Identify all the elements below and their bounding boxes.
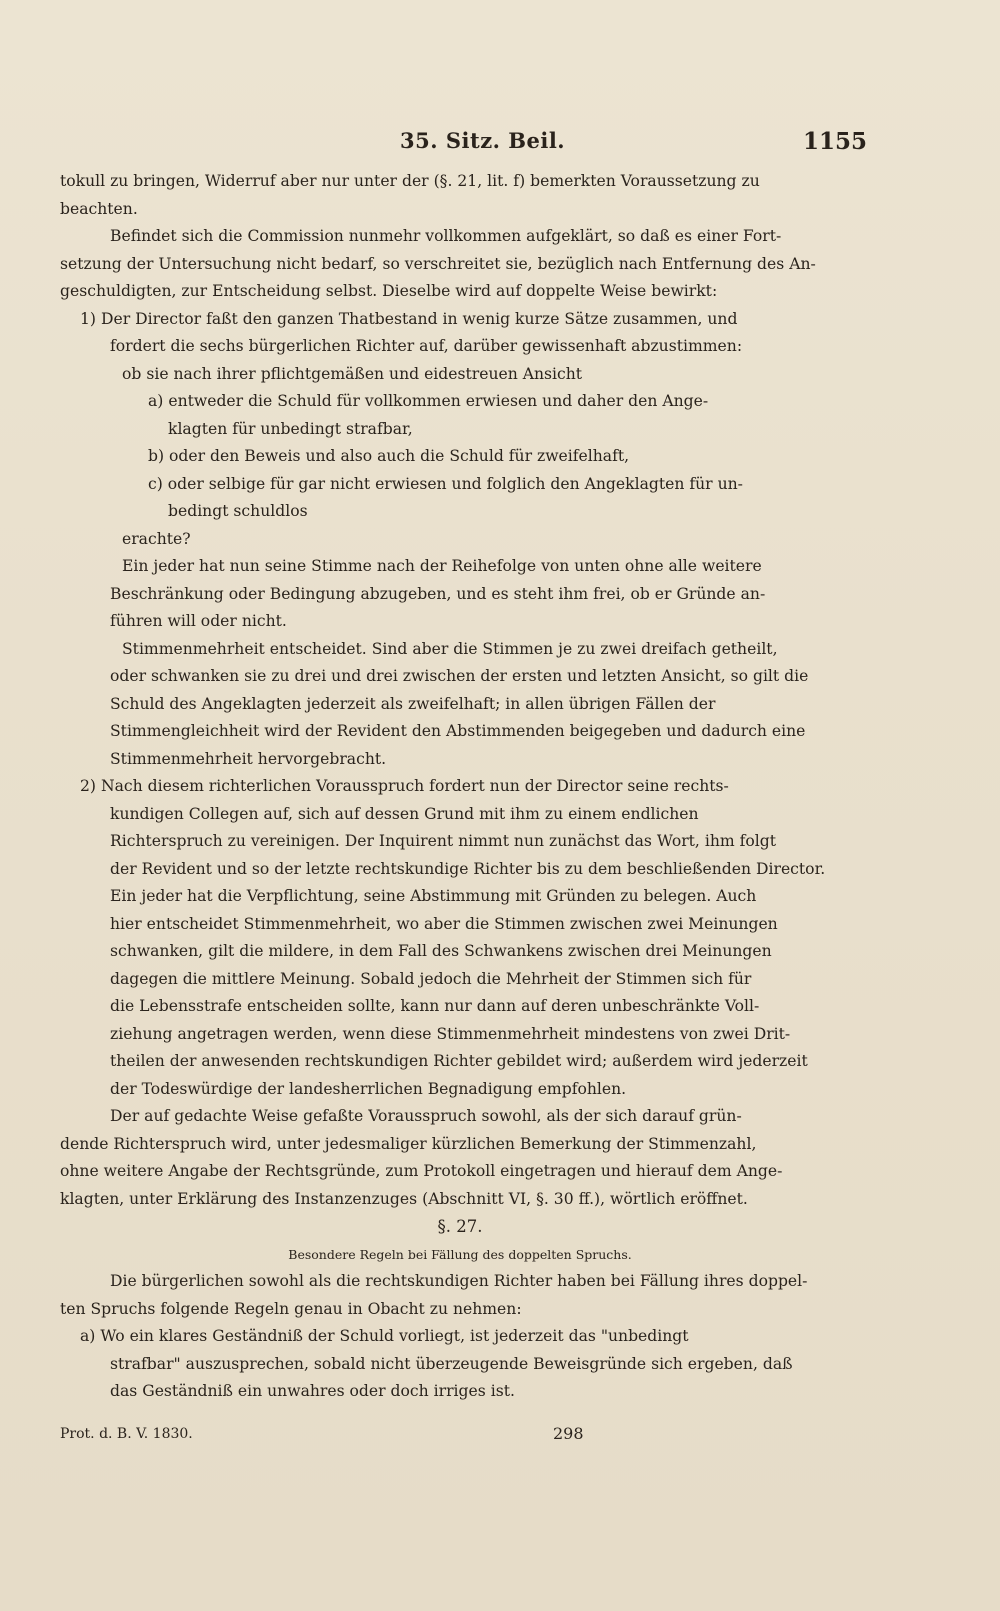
text-line: oder schwanken sie zu drei und drei zwischen der ersten und letzten Ansicht, so gilt die bbox=[110, 667, 809, 685]
text-line: führen will oder nicht. bbox=[110, 612, 287, 630]
text-line: dagegen die mittlere Meinung. Sobald jedoch die Mehrheit der Stimmen sich für bbox=[110, 969, 752, 988]
text-line: Stimmengleichheit wird der Revident den Abstimmenden beigegeben und dadurch eine bbox=[110, 722, 806, 740]
text-line: Der auf gedachte Weise gefaßte Vorausspruch sowohl, als der sich darauf grün- bbox=[110, 1107, 742, 1125]
list-item: b) oder den Beweis und also auch die Schuld für zweifelhaft, bbox=[148, 447, 630, 465]
text-line: theilen der anwesenden rechtskundigen Richter gebildet wird; außerdem wird jederzeit bbox=[110, 1052, 808, 1070]
text-line: tokull zu bringen, Widerruf aber nur unter der (§. 21, lit. f) bemerkten Voraussetzung zu bbox=[60, 172, 760, 190]
text-line: der Revident und so der letzte rechtskundige Richter bis zu dem beschließenden Director. bbox=[110, 859, 826, 878]
text-line: bedingt schuldlos bbox=[168, 502, 308, 520]
text-line: Richterspruch zu vereinigen. Der Inquirent nimmt nun zunächst das Wort, ihm folgt bbox=[110, 832, 777, 850]
text-line: hier entscheidet Stimmenmehrheit, wo aber die Stimmen zwischen zwei Meinungen bbox=[110, 914, 778, 933]
text-line: das Geständniß ein unwahres oder doch irriges ist. bbox=[110, 1382, 515, 1400]
text-line: ob sie nach ihrer pflichtgemäßen und eidestreuen Ansicht bbox=[122, 364, 583, 383]
text-line: ziehung angetragen werden, wenn diese Stimmenmehrheit mindestens von zwei Drit- bbox=[110, 1024, 791, 1043]
text-line: die Lebensstrafe entscheiden sollte, kann nur dann auf deren unbeschränkte Voll- bbox=[110, 997, 760, 1015]
section-subtitle: Besondere Regeln bei Fällung des doppelten Spruchs. bbox=[288, 1246, 632, 1262]
body-text bbox=[60, 168, 860, 1406]
text-line: Stimmenmehrheit hervorgebracht. bbox=[110, 749, 387, 768]
list-item: a) Wo ein klares Geständniß der Schuld vorliegt, ist jederzeit das "unbedingt bbox=[80, 1327, 689, 1345]
page-footer bbox=[60, 1426, 860, 1450]
text-line: geschuldigten, zur Entscheidung selbst. Dieselbe wird auf doppelte Weise bewirkt: bbox=[60, 282, 718, 300]
list-item: 2) Nach diesem richterlichen Vorausspruch fordert nun der Director seine rechts- bbox=[80, 777, 729, 795]
footer-reference: Prot. d. B. V. 1830. bbox=[60, 1426, 193, 1442]
text-line: fordert die sechs bürgerlichen Richter auf, darüber gewissenhaft abzustimmen: bbox=[110, 337, 743, 355]
header-title: 35. Sitz. Beil. bbox=[400, 128, 566, 153]
text-line: ohne weitere Angabe der Rechtsgründe, zum Protokoll eingetragen und hierauf dem Ange- bbox=[60, 1162, 783, 1180]
text-line: Stimmenmehrheit entscheidet. Sind aber die Stimmen je zu zwei dreifach getheilt, bbox=[122, 639, 778, 658]
text-line: kundigen Collegen auf, sich auf dessen Grund mit ihm zu einem endlichen bbox=[110, 804, 699, 823]
text-line: klagten für unbedingt strafbar, bbox=[168, 419, 413, 438]
text-line: klagten, unter Erklärung des Instanzenzuges (Abschnitt VI, §. 30 ff.), wörtlich eröffnet. bbox=[60, 1189, 748, 1208]
list-item: c) oder selbige für gar nicht erwiesen und folglich den Angeklagten für un- bbox=[148, 474, 743, 493]
list-item: a) entweder die Schuld für vollkommen erwiesen und daher den Ange- bbox=[148, 392, 709, 410]
text-line: Schuld des Angeklagten jederzeit als zweifelhaft; in allen übrigen Fällen der bbox=[110, 694, 716, 713]
text-line: Ein jeder hat die Verpflichtung, seine Abstimmung mit Gründen zu belegen. Auch bbox=[110, 887, 757, 905]
text-line: beachten. bbox=[60, 199, 138, 218]
running-header bbox=[0, 128, 1000, 160]
text-line: dende Richterspruch wird, unter jedesmaliger kürzlichen Bemerkung der Stimmenzahl, bbox=[60, 1134, 757, 1153]
text-line: der Todeswürdige der landesherrlichen Begnadigung empfohlen. bbox=[110, 1079, 627, 1098]
text-line: Ein jeder hat nun seine Stimme nach der Reihefolge von unten ohne alle weitere bbox=[122, 557, 762, 575]
list-item: 1) Der Director faßt den ganzen Thatbestand in wenig kurze Sätze zusammen, und bbox=[80, 309, 738, 328]
text-line: schwanken, gilt die mildere, in dem Fall des Schwankens zwischen drei Meinungen bbox=[110, 942, 772, 960]
text-line: setzung der Untersuchung nicht bedarf, so verschreitet sie, bezüglich nach Entfernung des An- bbox=[60, 254, 816, 273]
signature-mark: 298 bbox=[553, 1424, 584, 1443]
text-line: Beschränkung oder Bedingung abzugeben, und es steht ihm frei, ob er Gründe an- bbox=[110, 584, 766, 603]
text-line: Die bürgerlichen sowohl als die rechtskundigen Richter haben bei Fällung ihres doppel- bbox=[110, 1272, 808, 1290]
section-heading: §. 27. bbox=[437, 1217, 483, 1236]
text-line: strafbar" auszusprechen, sobald nicht überzeugende Beweisgründe sich ergeben, daß bbox=[110, 1354, 793, 1373]
page-number: 1155 bbox=[803, 128, 868, 155]
text-line: ten Spruchs folgende Regeln genau in Obacht zu nehmen: bbox=[60, 1299, 522, 1318]
text-line: Befindet sich die Commission nunmehr vollkommen aufgeklärt, so daß es einer Fort- bbox=[110, 227, 782, 245]
text-line: erachte? bbox=[122, 529, 191, 548]
